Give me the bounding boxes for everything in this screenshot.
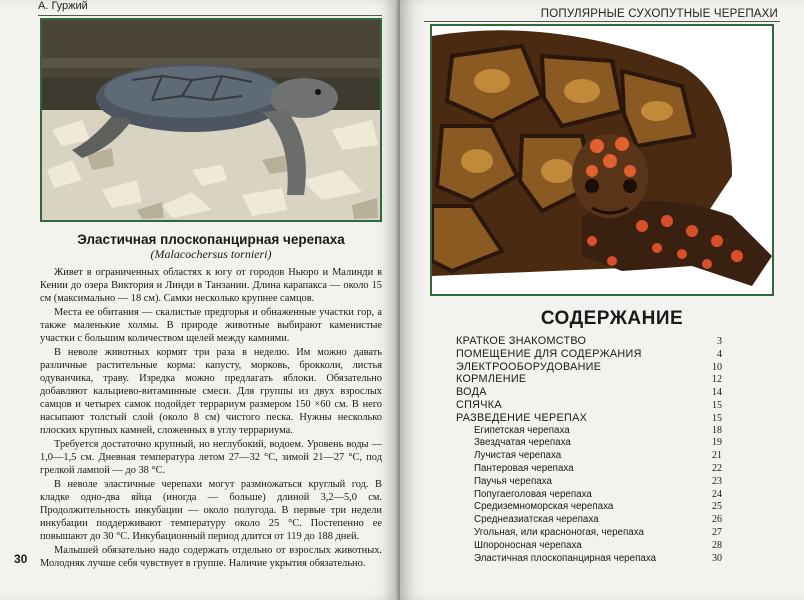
- toc-entry-page: 4: [717, 348, 722, 360]
- toc-entry[interactable]: [456, 450, 722, 463]
- article-paragraph: Малышей обязательно надо содержать отдельно от взрослых животных. Молодняк лучше себя чувствует в группе. Наличие укрытия обязательно.: [40, 545, 382, 569]
- toc-entry-title: Средиземноморская черепаха: [474, 501, 614, 513]
- table-of-contents: [456, 335, 722, 565]
- toc-entry[interactable]: [456, 553, 722, 566]
- article-body: [40, 266, 382, 571]
- page-number-left: 30: [14, 552, 28, 566]
- article-paragraph: В неволе эластичные черепахи могут размножаться круглый год. В кладке одно-два яйца (иногда — больше) длиной 3,2—5,0 см. Продолжительность инкубации — около полугода. В первые три недели инкубации поддерживают температуру около 25 °С. Постепенно ее повышают до 30 °С. Инкубационный период длится от 119 до 188 дней.: [40, 479, 382, 542]
- toc-entry-page: 22: [712, 462, 722, 474]
- toc-entry-title: Звездчатая черепаха: [474, 437, 571, 449]
- tornieri-tortoise-photo: [40, 18, 382, 222]
- running-head-right: ПОПУЛЯРНЫЕ СУХОПУТНЫЕ ЧЕРЕПАХИ: [540, 8, 778, 20]
- redfoot-tortoise-photo: [430, 24, 774, 296]
- toc-entry-page: 27: [712, 526, 722, 538]
- toc-entry[interactable]: [456, 540, 722, 553]
- toc-entry[interactable]: [456, 437, 722, 450]
- toc-entry[interactable]: [456, 514, 722, 527]
- toc-entry[interactable]: [456, 386, 722, 399]
- toc-entry-page: 18: [712, 424, 722, 436]
- toc-entry-title: ПОМЕЩЕНИЕ ДЛЯ СОДЕРЖАНИЯ: [456, 347, 642, 360]
- toc-entry-title: КРАТКОЕ ЗНАКОМСТВО: [456, 335, 587, 347]
- toc-entry-title: ВОДА: [456, 386, 487, 399]
- toc-entry[interactable]: [456, 361, 722, 374]
- toc-entry-title: Эластичная плоскопанцирная черепаха: [474, 552, 657, 564]
- header-rule-right: [424, 21, 780, 22]
- toc-entry[interactable]: [456, 373, 722, 386]
- toc-entry-title: Лучистая черепаха: [474, 450, 562, 462]
- toc-entry-title: Паучья черепаха: [474, 475, 552, 487]
- toc-entry-page: 19: [712, 437, 722, 449]
- toc-entry-title: Среднеазиатская черепаха: [474, 514, 599, 526]
- toc-entry[interactable]: [456, 412, 722, 425]
- toc-entry-title: СПЯЧКА: [456, 398, 502, 411]
- toc-entry-title: Пантеровая черепаха: [474, 462, 574, 474]
- toc-entry-title: РАЗВЕДЕНИЕ ЧЕРЕПАХ: [456, 411, 588, 424]
- toc-entry-page: 25: [712, 501, 722, 513]
- redfoot-tortoise-illustration: [432, 26, 772, 294]
- toc-entry[interactable]: [456, 399, 722, 412]
- toc-entry-page: 26: [712, 514, 722, 526]
- toc-entry-title: Шпороносная черепаха: [474, 539, 582, 551]
- article-paragraph: В неволе животных кормят три раза в неделю. Им можно давать различные растительные корма: капусту, морковь, брокколи, листья одуванчика, траву. Изредка можно предлагать яблоки. Обязательно добавляют кальциево-витаминные смеси. Для группы из двух взрослых самцов и четырех самок подойдет террариум размером 150 ×60 см. В него насыпают толстый слой (около 8 см) чистого песка. Нужны несколько плоских крупных камней, сложенных в углу террариума.: [40, 347, 382, 436]
- toc-entry[interactable]: [456, 501, 722, 514]
- toc-entry-title: Египетская черепаха: [474, 424, 570, 436]
- left-page: [0, 0, 398, 600]
- tornieri-tortoise-illustration: [42, 20, 380, 220]
- article-paragraph: Живет в ограниченных областях к югу от городов Ньюро и Малинди в Кении до озера Виктория и Линди в Танзании. Длина карапакса — около 15 см (максимально — 18 см). Самки несколько крупнее самцов.: [40, 267, 382, 304]
- toc-entry-title: Попугаеголовая черепаха: [474, 488, 592, 500]
- toc-entry-title: ЭЛЕКТРООБОРУДОВАНИЕ: [456, 360, 602, 373]
- article-paragraph: Места ее обитания — скалистые предгорья и обнаженные участки гор, а также маленькие холмы. В природе животные выбирают каменистые участки с большим количеством щелей между камнями.: [40, 307, 382, 344]
- toc-entry-page: 15: [712, 412, 722, 424]
- toc-entry-page: 14: [712, 387, 722, 399]
- toc-entry-title: Угольная, или красноногая, черепаха: [474, 526, 644, 538]
- toc-entry-page: 28: [712, 539, 722, 551]
- header-rule-left: [38, 15, 382, 16]
- toc-entry-page: 15: [712, 399, 722, 411]
- toc-entry-page: 24: [712, 488, 722, 500]
- toc-entry-page: 10: [712, 361, 722, 373]
- toc-entry[interactable]: [456, 335, 722, 348]
- toc-entry-page: 12: [712, 374, 722, 386]
- article-paragraph: Требуется достаточно крупный, но неглубокий, водоем. Уровень воды — 1,0—1,5 см. Дневная температура летом 27—32 °С, зимой 21—27 °С, под грелкой лампой — до 38 °С.: [40, 439, 382, 476]
- article-title: Эластичная плоскопанцирная черепаха: [77, 232, 345, 247]
- right-page: [400, 0, 804, 600]
- toc-entry-page: 3: [717, 336, 722, 347]
- toc-entry-page: 21: [712, 450, 722, 462]
- article-latin-name: (Malacochersus tornieri): [150, 247, 272, 261]
- toc-entry[interactable]: [456, 476, 722, 489]
- toc-entry[interactable]: [456, 425, 722, 438]
- toc-heading: СОДЕРЖАНИЕ: [540, 308, 684, 329]
- toc-entry[interactable]: [456, 463, 722, 476]
- toc-entry-page: 30: [712, 552, 722, 564]
- toc-entry-page: 23: [712, 475, 722, 487]
- toc-entry-title: КОРМЛЕНИЕ: [456, 373, 527, 386]
- toc-entry[interactable]: [456, 527, 722, 540]
- running-head-left: А. Гуржий: [38, 0, 88, 12]
- toc-entry[interactable]: [456, 489, 722, 502]
- toc-entry[interactable]: [456, 348, 722, 361]
